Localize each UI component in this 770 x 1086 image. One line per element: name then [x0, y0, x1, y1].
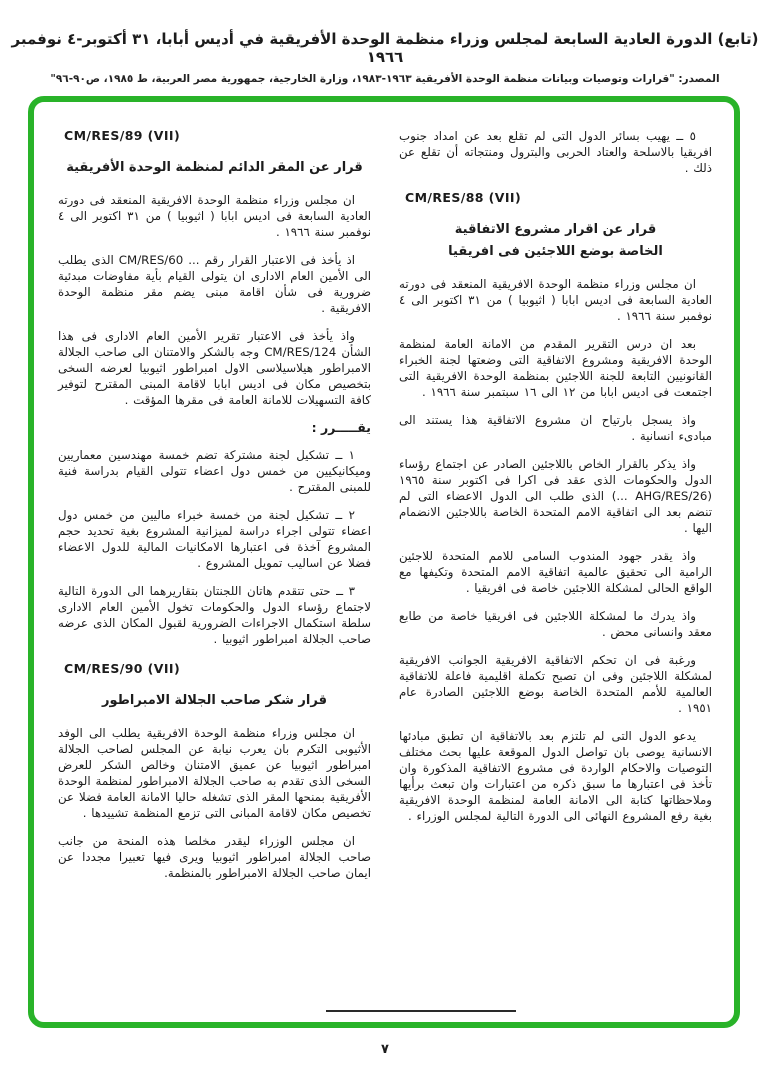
decides-label: يقـــــرر : [311, 420, 371, 435]
numbered-item-1: ١ ــ تشكيل لجنة مشتركة تضم خمسة مهندسين معماريين وميكانيكيين من خمس دول اعضاء تتولى القيام بدراسة فنية للمبنى المقترح . [58, 448, 371, 494]
page-footer [0, 1042, 770, 1057]
resolution-code-cm-res-90: CM/RES/90 (VII) [64, 661, 181, 676]
paragraph: واذ يقدر جهود المندوب السامى للامم المتحدة للاجئين الرامية الى تحقيق عالمية اتفاقية الامم المتحدة وتكيفها مع الواقع الحالى لمشكلة اللاجئين خاصة فى افريقيا . [399, 549, 712, 595]
paragraph: ان مجلس وزراء منظمة الوحدة الافريقية يطلب الى الوفد الأثيوبى التكرم بان يعرب نيابة عن المجلس لصاحب الجلالة امبراطور اثيوبيا عن عميق الامتنان وخالص الشكر للعرض السخى الذى تقدم به صاحب الجلالة الامبراطور لمنظمة الوحدة الأفريقية بمنحها المقر الذى تشغله حاليا الامانة العامة فضلا عن تخصيص مكان لاقامة المبانى التى تزمع المنظمة تشييدها . [58, 726, 371, 820]
paragraph: واذ يذكر بالقرار الخاص باللاجئين الصادر عن اجتماع رؤساء الدول والحكومات الذى عقد فى اكرا فى اكتوبر سنة ١٩٦٥ (AHG/RES/26 ...) الذى طلب الى الدول الاعضاء التى لم تنضم بعد الى اتفاقية الامم المتحدة الخاصة باللاجئين الانضمام اليها . [399, 457, 712, 535]
resolution-title-cm-res-90: قرار شكر صاحب الجلالة الامبراطور [102, 693, 327, 708]
paragraph: واذ يدرك ما لمشكلة اللاجئين فى افريقيا خاصة من طابع معقد وانسانى محض . [399, 609, 712, 639]
paragraph: ورغبة فى ان تحكم الاتفاقية الافريقية الجوانب الافريقية لمشكلة اللاجئين وفى ان تصبح تكملة اقليمية فاعلة للاتفاقية العالمية للأمم المتحدة الخاصة بوضع اللاجئين الصادرة عام ١٩٥١ . [399, 653, 712, 715]
paragraph: ان مجلس وزراء منظمة الوحدة الافريقية المنعقد فى دورته العادية السابعة فى اديس ابابا ( اثيوبيا ) من ٣١ اكتوبر الى ٤ نوفمبر سنة ١٩٦٦ . [58, 193, 372, 239]
paragraph: اذ يأخذ فى الاعتبار القرار رقم ... CM/RES/60 الذى يطلب الى الأمين العام الادارى ان يتولى القيام بأية مفاوضات مبدئية ضرورية فى شأن اقامة مبنى يضم مقر منظمة الوحدة الافريقية . [58, 253, 371, 315]
numbered-item-3: ٣ ــ حتى تتقدم هاتان اللجنتان بتقاريرهما الى الدورة التالية لاجتماع رؤساء الدول والحكومات تخول الأمين العام الادارى سلطة استكمال الاجراءات الضرورية لقبول المكان الذى عرضه صاحب الجلالة امبراطور اثيوبيا . [58, 584, 371, 646]
numbered-item-2: ٢ ــ تشكيل لجنة من خمسة خبراء ماليين من خمس دول اعضاء تتولى اجراء دراسة لميزانية المشروع بغية تحديد حجم المشروع آخذة فى اعتبارها الامكانيات المالية للدول الاعضاء فضلا عن اساليب تمويل المشروع . [58, 508, 371, 570]
paragraph: واذ يأخذ فى الاعتبار تقرير الأمين العام الادارى فى هذا الشأن CM/RES/124 وجه بالشكر والامتنان الى صاحب الجلالة الامبراطور هيلاسيلاسى الاول امبراطور اثيوبيا لعرضه السخى بتخصيص مكان فى اديس ابابا لاقامة المبنى المقترح لتوفير كافة التسهيلات للامانة العامة فى مقرها المؤقت . [58, 329, 372, 407]
paragraph: بعد ان درس التقرير المقدم من الامانة العامة لمنظمة الوحدة الافريقية ومشروع الاتفاقية التى وضعتها لجنة الخبراء القانونيين التابعة للجنة اللاجئين بمنظمة الوحدة الافريقية التى اجتمعت فى اديس ابابا من ١٢ الى ١٦ سبتمبر سنة ١٩٦٦ . [399, 337, 712, 399]
paragraph: واذ يسجل بارتياح ان مشروع الاتفاقية هذا يستند الى مبادىء انسانية . [399, 413, 712, 443]
resolution-title-line-1: قرار عن اقرار مشروع الاتفاقية [454, 222, 657, 237]
list-item-5: ٥ ــ يهيب بسائر الدول التى لم تقلع بعد عن امداد جنوب افريقيا بالاسلحة والعتاد الحربى والبترول ومنتجاته أن تقلع عن ذلك . [399, 129, 712, 175]
page-header [0, 30, 770, 85]
paragraph: يدعو الدول التى لم تلتزم بعد بالاتفاقية ان تطبق مبادئها الانسانية يوصى بان تواصل الدول الموقعة عليها بحث مختلف التوصيات والاحكام الواردة فى مشروع الاتفاقية المذكورة وان تأخذ فى اعتبارها ما سبق ذكره من اعتبارات وان تبعث برأيها وملاحظاتها كتابة الى الامانة العامة لمنظمة الوحدة الافريقية بغية رفع المشروع النهائى الى الدورة التالية لمجلس الوزراء . [399, 729, 712, 823]
resolution-code-cm-res-89: CM/RES/89 (VII) [64, 128, 181, 143]
column-left [58, 126, 371, 893]
resolution-title-cm-res-89: قرار عن المقر الدائم لمنظمة الوحدة الأفريقية [66, 160, 363, 175]
resolution-title-cm-res-88 [399, 219, 712, 263]
resolution-title-line-2: الخاصة بوضع اللاجئين فى افريقيا [448, 244, 663, 259]
header-session-title: (تابع) الدورة العادية السابعة لمجلس وزراء منظمة الوحدة الأفريقية في أديس أبابا، ٣١ أكتوبر-٤ نوفمبر ١٩٦٦ [11, 30, 759, 66]
paragraph: ان مجلس وزراء منظمة الوحدة الافريقية المنعقد فى دورته العادية السابعة فى اديس ابابا ( اثيوبيا ) من ٣١ اكتوبر الى ٤ نوفمبر سنة ١٩٦٦ . [399, 277, 713, 323]
two-column-layout [56, 126, 712, 893]
end-of-document-rule [326, 1010, 516, 1012]
resolution-code-cm-res-88: CM/RES/88 (VII) [405, 190, 522, 205]
content-border-box [28, 96, 740, 1028]
page-number: ٧ [381, 1042, 389, 1057]
paragraph: ان مجلس الوزراء ليقدر مخلصا هذه المنحة من جانب صاحب الجلالة امبراطور اثيوبيا ويرى فيها تعبيرا مجددا عن ايمان صاحب الجلالة الامبراطور بالمنظمة. [58, 834, 371, 880]
column-right [399, 126, 712, 893]
header-source-citation: المصدر: "قرارات وتوصيات وبيانات منظمة الوحدة الأفريقية ١٩٦٣-١٩٨٣، وزارة الخارجية، جمهورية مصر العربية، ط ١٩٨٥، ص٩٠-٩٦" [50, 73, 720, 85]
